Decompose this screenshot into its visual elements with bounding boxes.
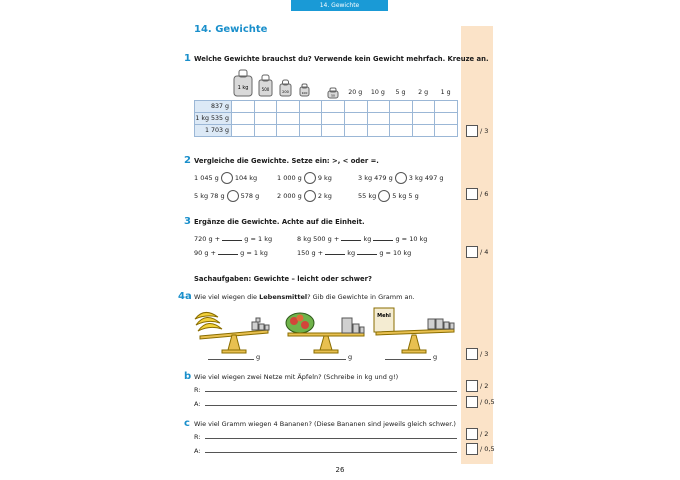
cross-cell[interactable] — [277, 113, 300, 125]
table-row — [195, 101, 458, 113]
compare-circle[interactable] — [304, 190, 316, 202]
cross-cell[interactable] — [254, 125, 277, 137]
compare-left: 5 kg 78 g — [194, 192, 225, 200]
score-box[interactable] — [466, 348, 478, 360]
weight-label-100: 100 — [301, 91, 308, 95]
task3-number: 3 — [184, 216, 191, 227]
score-text: / 6 — [480, 190, 489, 198]
answer-line-apples[interactable] — [300, 359, 346, 360]
task4c-score-r — [466, 428, 488, 440]
score-text: / 0,5 — [480, 398, 495, 406]
weight-column-header: 5 g — [395, 89, 406, 96]
task1-number: 1 — [184, 53, 191, 64]
task1-score — [466, 125, 488, 137]
cross-cell[interactable] — [254, 113, 277, 125]
score-text: / 3 — [480, 127, 489, 135]
score-text: / 2 — [480, 430, 489, 438]
compare-item — [358, 190, 419, 202]
compare-circle[interactable] — [227, 190, 239, 202]
weights-illustration — [230, 66, 320, 100]
cross-cell[interactable] — [435, 113, 458, 125]
fill-item: 720 g + g = 1 kg — [194, 235, 273, 243]
compare-item — [194, 172, 257, 184]
answer-label: A: — [194, 400, 201, 408]
flour-scale — [374, 308, 454, 353]
cross-cell[interactable] — [435, 125, 458, 137]
compare-item — [277, 172, 332, 184]
cross-cell[interactable] — [232, 113, 255, 125]
apples-scale — [286, 313, 364, 353]
calc-line[interactable] — [205, 438, 457, 439]
answer-blank[interactable] — [341, 234, 361, 241]
cross-cell[interactable] — [299, 113, 322, 125]
compare-item — [358, 172, 444, 184]
score-text: / 3 — [480, 350, 489, 358]
task2-score — [466, 188, 488, 200]
cross-cell[interactable] — [390, 125, 413, 137]
weight-500-icon — [259, 75, 272, 96]
compare-right: 5 kg 5 g — [392, 192, 419, 200]
calc-line[interactable] — [205, 391, 457, 392]
answer-blank[interactable] — [222, 234, 242, 241]
unit-label: g — [256, 353, 261, 361]
compare-right: 2 kg — [317, 192, 332, 200]
unit-label: g — [433, 353, 438, 361]
task4b-score-a — [466, 396, 495, 408]
compare-left: 55 kg — [358, 192, 377, 200]
score-box[interactable] — [466, 443, 478, 455]
score-text: / 4 — [480, 248, 489, 256]
weight-200-icon — [280, 80, 291, 96]
answer-line-bananas[interactable] — [208, 359, 254, 360]
score-text: / 2 — [480, 382, 489, 390]
cross-cell[interactable] — [435, 101, 458, 113]
compare-item — [194, 190, 259, 202]
chapter-tab: 14. Gewichte — [291, 0, 388, 11]
score-box[interactable] — [466, 125, 478, 137]
answer-line-flour[interactable] — [385, 359, 431, 360]
task4b-question: Wie viel wiegen zwei Netze mit Äpfeln? (Schreibe in kg und g!) — [194, 373, 399, 381]
weight-column-header: 10 g — [370, 89, 385, 96]
weight-50-icon — [322, 84, 344, 100]
fill-item: 90 g + g = 1 kg — [194, 249, 268, 257]
task2-number: 2 — [184, 155, 191, 166]
cross-cell[interactable] — [277, 125, 300, 137]
score-box[interactable] — [466, 396, 478, 408]
answer-blank[interactable] — [218, 248, 238, 255]
cross-cell[interactable] — [322, 125, 345, 137]
cross-cell[interactable] — [344, 101, 367, 113]
flour-bag-label: Mehl — [377, 313, 391, 319]
row-label: 1 703 g — [195, 125, 232, 137]
weight-label-200: 200 — [282, 90, 289, 94]
cross-cell[interactable] — [412, 113, 435, 125]
score-text: / 0,5 — [480, 445, 495, 453]
cross-cell[interactable] — [344, 125, 367, 137]
calc-label: R: — [194, 386, 201, 394]
task3-score — [466, 246, 488, 258]
weight-label-50: 50 — [331, 93, 335, 98]
weight-column-headers — [344, 89, 457, 96]
compare-item — [277, 190, 332, 202]
bananas-scale — [195, 312, 269, 353]
weight-100-icon — [300, 84, 309, 96]
section-heading: Sachaufgaben: Gewichte – leicht oder schwer? — [194, 275, 372, 283]
compare-circle[interactable] — [395, 172, 407, 184]
answer-blank[interactable] — [325, 248, 345, 255]
task1-question: Welche Gewichte brauchst du? Verwende kein Gewicht mehrfach. Kreuze an. — [194, 55, 489, 63]
compare-left: 3 kg 479 g — [358, 174, 393, 182]
table-row — [195, 125, 458, 137]
score-box[interactable] — [466, 246, 478, 258]
cross-cell[interactable] — [254, 101, 277, 113]
row-label: 837 g — [195, 101, 232, 113]
task4b-score-r — [466, 380, 488, 392]
cross-cell[interactable] — [367, 125, 390, 137]
cross-cell[interactable] — [367, 113, 390, 125]
cross-cell[interactable] — [277, 101, 300, 113]
cross-cell[interactable] — [344, 113, 367, 125]
compare-right: 104 kg — [234, 174, 258, 182]
compare-circle[interactable] — [378, 190, 390, 202]
cross-cell[interactable] — [412, 101, 435, 113]
answer-blank[interactable] — [357, 248, 377, 255]
cross-cell[interactable] — [232, 125, 255, 137]
task4b-number: b — [184, 371, 192, 382]
task4c-score-a — [466, 443, 495, 455]
score-box[interactable] — [466, 188, 478, 200]
compare-right: 578 g — [240, 192, 260, 200]
task4c-number: c — [184, 418, 190, 429]
cross-cell[interactable] — [322, 101, 345, 113]
table-row — [195, 113, 458, 125]
cross-cell[interactable] — [412, 125, 435, 137]
page-title: 14. Gewichte — [194, 24, 268, 35]
cross-cell[interactable] — [390, 113, 413, 125]
compare-right: 3 kg 497 g — [408, 174, 444, 182]
cross-cell[interactable] — [390, 101, 413, 113]
task2-question: Vergleiche die Gewichte. Setze ein: >, < oder =. — [194, 157, 379, 165]
weight-column-header: 20 g — [348, 89, 363, 96]
weight-label-500: 500 — [261, 87, 270, 92]
fill-item: 8 kg 500 g + kg g = 10 kg — [297, 235, 428, 243]
answer-line[interactable] — [205, 405, 457, 406]
compare-left: 1 045 g — [194, 174, 219, 182]
compare-left: 2 000 g — [277, 192, 302, 200]
compare-circle[interactable] — [221, 172, 233, 184]
cross-cell[interactable] — [367, 101, 390, 113]
answer-label: A: — [194, 447, 201, 455]
cross-cell[interactable] — [299, 101, 322, 113]
task4c-question: Wie viel Gramm wiegen 4 Bananen? (Diese Bananen sind jeweils gleich schwer.) — [194, 420, 456, 428]
weight-column-header: 2 g — [418, 89, 429, 96]
cross-cell[interactable] — [299, 125, 322, 137]
unit-label: g — [348, 353, 353, 361]
task4a-score — [466, 348, 488, 360]
task3-question: Ergänze die Gewichte. Achte auf die Einheit. — [194, 218, 365, 226]
weights-table — [194, 100, 458, 137]
cross-cell[interactable] — [322, 113, 345, 125]
weight-1kg-icon — [234, 70, 252, 96]
weight-label-1kg: 1 kg — [237, 85, 249, 91]
fill-item: 150 g + kg g = 10 kg — [297, 249, 412, 257]
page-number: 26 — [335, 466, 345, 474]
balance-scales-illustration — [192, 305, 462, 357]
answer-line[interactable] — [205, 452, 457, 453]
row-label: 1 kg 535 g — [195, 113, 232, 125]
compare-circle[interactable] — [304, 172, 316, 184]
task4a-number: 4a — [178, 291, 192, 302]
answer-blank[interactable] — [373, 234, 393, 241]
compare-right: 9 kg — [317, 174, 332, 182]
cross-cell[interactable] — [232, 101, 255, 113]
score-box[interactable] — [466, 428, 478, 440]
compare-left: 1 000 g — [277, 174, 302, 182]
calc-label: R: — [194, 433, 201, 441]
weight-column-header: 1 g — [440, 89, 451, 96]
score-box[interactable] — [466, 380, 478, 392]
task4a-question: Wie viel wiegen die Lebensmittel? Gib die Gewichte in Gramm an. — [194, 293, 415, 301]
